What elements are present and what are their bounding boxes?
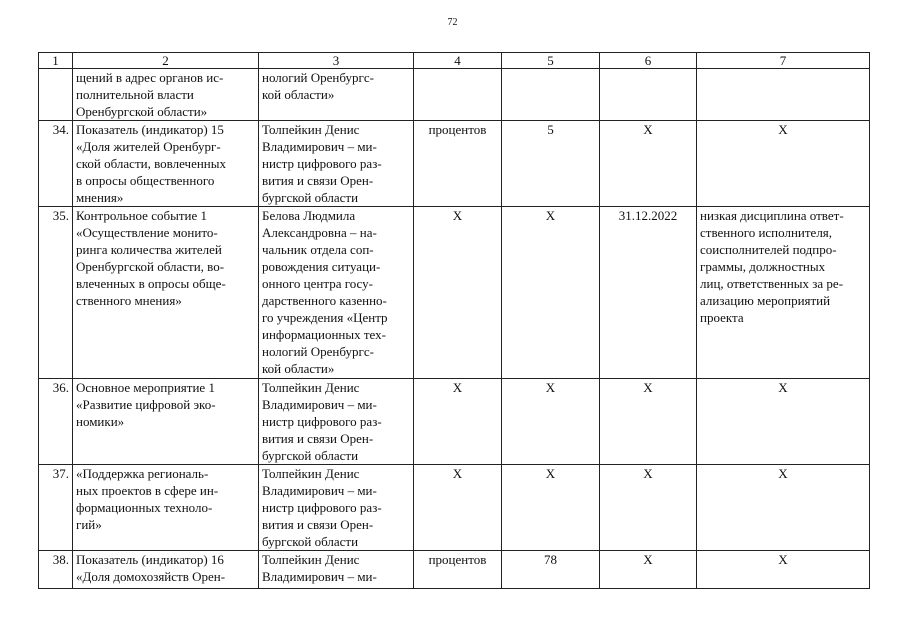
header-col-6: 6 (600, 53, 697, 69)
row-number (39, 69, 73, 121)
responsible-person: Толпейкин Денис Владимирович – ми- нистр цифрового раз- вития и связи Орен- бургской области (259, 379, 414, 465)
target-value: 78 (502, 551, 600, 589)
header-col-2: 2 (73, 53, 259, 69)
event-name: «Поддержка региональ- ных проектов в сфере ин- формационных техноло- гий» (73, 465, 259, 551)
responsible-person: Белова Людмила Александровна – на- чальник отдела соп- ровождения ситуаци- онного центра госу- дарственного казенно- го учреждения «Центр информационных тех- нологий Оренбургс- кой области» (259, 207, 414, 379)
risks: X (697, 121, 870, 207)
header-col-5: 5 (502, 53, 600, 69)
header-col-1: 1 (39, 53, 73, 69)
responsible-person: Толпейкин Денис Владимирович – ми- нистр цифрового раз- вития и связи Орен- бургской области (259, 465, 414, 551)
unit: процентов (414, 121, 502, 207)
responsible-person: Толпейкин Денис Владимирович – ми- нистр цифрового раз- вития и связи Орен- бургской области (259, 121, 414, 207)
unit: X (414, 465, 502, 551)
target-value (502, 69, 600, 121)
unit: X (414, 207, 502, 379)
table-row (39, 551, 870, 589)
header-row (39, 53, 870, 69)
page-number: 72 (447, 17, 458, 28)
event-name: Показатель (индикатор) 15 «Доля жителей Оренбург- ской области, вовлеченных в опросы общественного мнения» (73, 121, 259, 207)
risks (697, 69, 870, 121)
row-number: 36. (39, 379, 73, 465)
due-date: X (600, 551, 697, 589)
unit (414, 69, 502, 121)
header-col-4: 4 (414, 53, 502, 69)
target-value: X (502, 379, 600, 465)
row-number: 38. (39, 551, 73, 589)
target-value: 5 (502, 121, 600, 207)
header-col-7: 7 (697, 53, 870, 69)
due-date: X (600, 465, 697, 551)
row-number: 35. (39, 207, 73, 379)
due-date: 31.12.2022 (600, 207, 697, 379)
table-row (39, 121, 870, 207)
target-value: X (502, 465, 600, 551)
unit: X (414, 379, 502, 465)
table-row (39, 465, 870, 551)
event-name: Контрольное событие 1 «Осуществление монито- ринга количества жителей Оренбургской области, во- влеченных в опросы обще- ственного мнения» (73, 207, 259, 379)
event-name: щений в адрес органов ис- полнительной власти Оренбургской области» (73, 69, 259, 121)
due-date (600, 69, 697, 121)
responsible-person: нологий Оренбургс- кой области» (259, 69, 414, 121)
due-date: X (600, 121, 697, 207)
plan-table (38, 52, 870, 589)
unit: процентов (414, 551, 502, 589)
table-row (39, 69, 870, 121)
risks: X (697, 465, 870, 551)
event-name: Показатель (индикатор) 16 «Доля домохозяйств Орен- (73, 551, 259, 589)
responsible-person: Толпейкин Денис Владимирович – ми- (259, 551, 414, 589)
row-number: 34. (39, 121, 73, 207)
risks: X (697, 551, 870, 589)
target-value: X (502, 207, 600, 379)
header-col-3: 3 (259, 53, 414, 69)
table-row (39, 207, 870, 379)
table-row (39, 379, 870, 465)
risks: X (697, 379, 870, 465)
event-name: Основное мероприятие 1 «Развитие цифровой эко- номики» (73, 379, 259, 465)
row-number: 37. (39, 465, 73, 551)
risks: низкая дисциплина ответ- ственного исполнителя, соисполнителей подпро- граммы, должностных лиц, ответственных за ре- ализацию мероприятий проекта (697, 207, 870, 379)
due-date: X (600, 379, 697, 465)
